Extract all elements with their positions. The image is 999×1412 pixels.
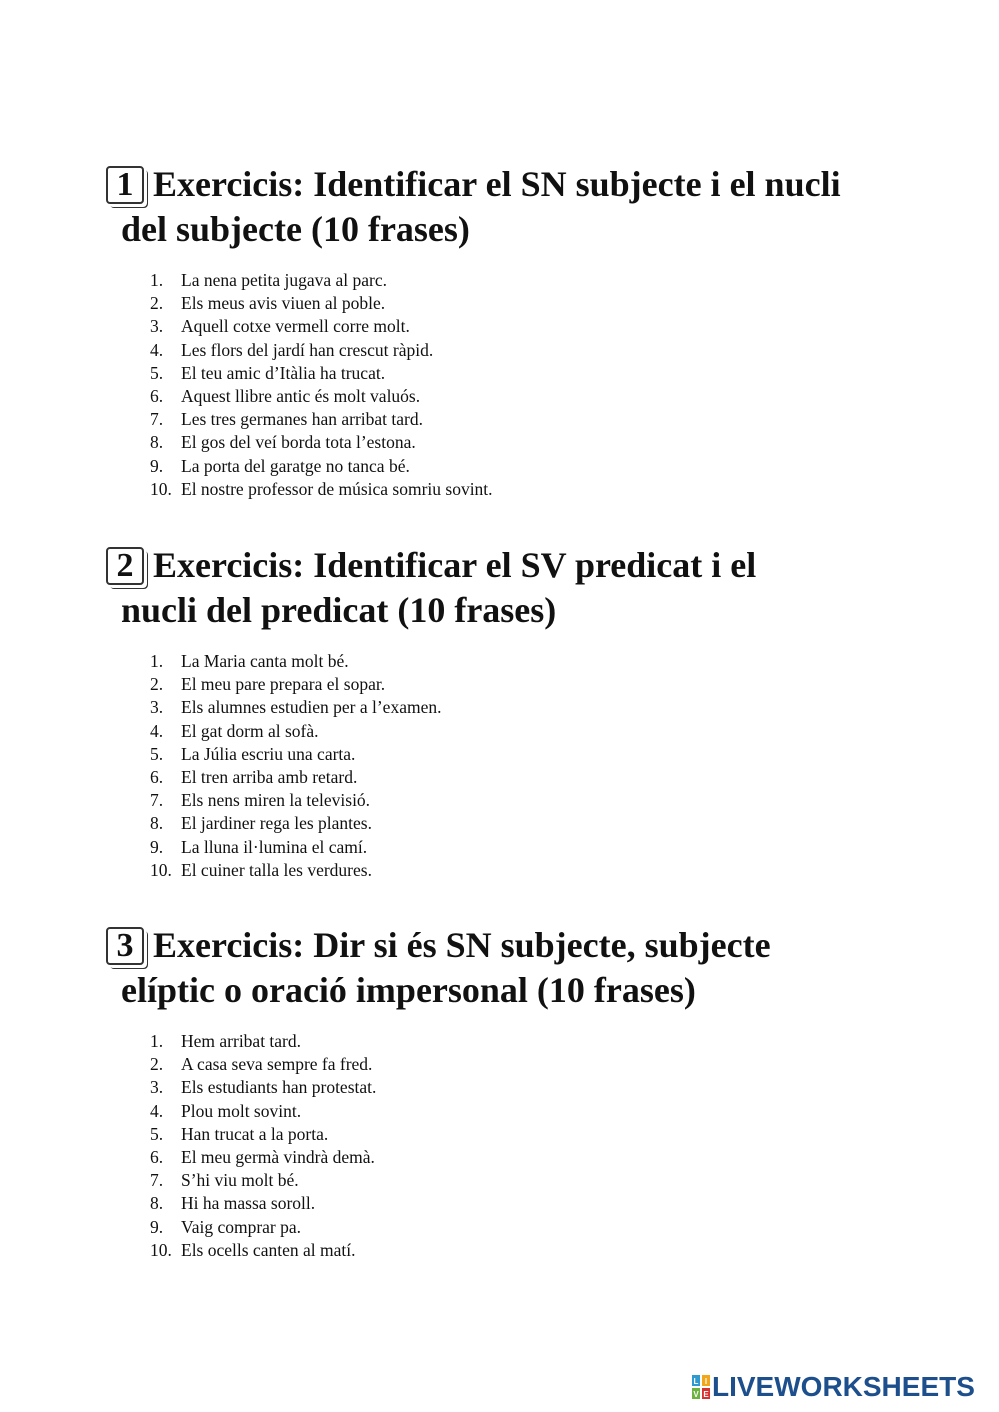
list-item: 1. Hem arribat tard. — [150, 1031, 302, 1051]
list-item: 2. A casa seva sempre fa fred. — [150, 1054, 373, 1075]
list-item: 2. Els meus avis viuen al poble. — [150, 293, 386, 314]
list-item: 1. La Maria canta molt bé. — [150, 651, 349, 671]
list-item: 3. Aquell cotxe vermell corre molt. — [150, 316, 410, 337]
list-item: 9. La lluna il·lumina el camí. — [150, 836, 368, 857]
liveworksheets-logo-icon — [692, 1375, 710, 1399]
logo-letter-l: L — [693, 1377, 699, 1386]
section-title: Exercicis: Identificar el SV predicat i el nucli del predicat (10 frases) — [121, 545, 757, 630]
sentence-list — [150, 1030, 376, 1262]
list-item: 10. El cuiner talla les verdures. — [150, 859, 372, 880]
list-item: 8. El jardiner rega les plantes. — [150, 813, 372, 834]
list-item: 1. La nena petita jugava al parc. — [150, 270, 388, 290]
list-item: 4. Plou molt sovint. — [150, 1100, 302, 1121]
sentence-list — [150, 269, 493, 501]
brand-name: LIVEWORKSHEETS — [712, 1371, 975, 1402]
list-item: 8. El gos del veí borda tota l’estona. — [150, 432, 416, 453]
list-item: 10. El nostre professor de música somriu sovint. — [150, 478, 493, 499]
list-item: 2. El meu pare prepara el sopar. — [150, 674, 386, 695]
logo-letter-i: I — [704, 1377, 708, 1386]
list-item: 4. Les flors del jardí han crescut ràpid. — [150, 339, 434, 360]
list-item: 8. Hi ha massa soroll. — [150, 1193, 316, 1214]
section-number-badge: 1 — [106, 166, 144, 204]
list-item: 9. Vaig comprar pa. — [150, 1216, 302, 1237]
liveworksheets-brand[interactable] — [692, 1371, 975, 1402]
sentence-list — [150, 650, 441, 882]
list-item: 7. Les tres germanes han arribat tard. — [150, 409, 423, 430]
list-item: 3. Els estudiants han protestat. — [150, 1077, 377, 1098]
list-item: 3. Els alumnes estudien per a l’examen. — [150, 697, 442, 718]
list-item: 6. El meu germà vindrà demà. — [150, 1146, 375, 1167]
logo-letter-e: E — [703, 1390, 709, 1399]
list-item: 6. Aquest llibre antic és molt valuós. — [150, 385, 421, 406]
list-item: 10. Els ocells canten al matí. — [150, 1239, 356, 1260]
list-item: 5. La Júlia escriu una carta. — [150, 743, 356, 764]
section-title: Exercicis: Dir si és SN subjecte, subjecte elíptic o oració impersonal (10 frases) — [121, 925, 771, 1010]
list-item: 5. El teu amic d’Itàlia ha trucat. — [150, 362, 386, 383]
list-item: 7. Els nens miren la televisió. — [150, 790, 371, 811]
list-item: 4. El gat dorm al sofà. — [150, 720, 319, 741]
list-item: 5. Han trucat a la porta. — [150, 1123, 329, 1144]
list-item: 6. El tren arriba amb retard. — [150, 766, 358, 787]
section-title: Exercicis: Identificar el SN subjecte i el nucli del subjecte (10 frases) — [121, 164, 841, 249]
list-item: 7. S’hi viu molt bé. — [150, 1170, 299, 1191]
section-number-badge: 3 — [106, 927, 144, 965]
list-item: 9. La porta del garatge no tanca bé. — [150, 455, 410, 476]
section-number-badge: 2 — [106, 547, 144, 585]
logo-letter-v: V — [693, 1390, 699, 1399]
